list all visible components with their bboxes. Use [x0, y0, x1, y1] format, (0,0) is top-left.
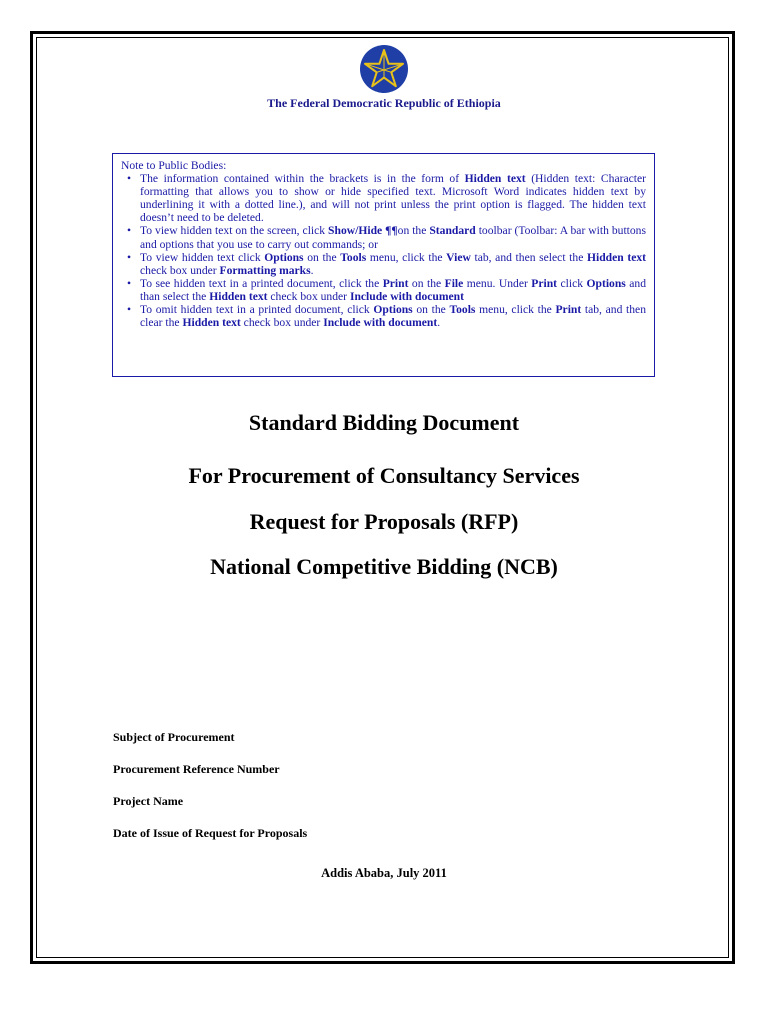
note-bold-term: Options [264, 250, 304, 264]
note-text: on the [408, 276, 445, 290]
document-subtitle-procurement: For Procurement of Consultancy Services [188, 463, 580, 488]
ethiopia-emblem-icon [359, 44, 409, 94]
note-bold-term: Options [586, 276, 626, 290]
note-text: on the [303, 250, 341, 264]
note-text: toolbar (Toolbar: A bar with buttons and options that you use to carry out commands; or [140, 224, 646, 251]
note-item [121, 277, 646, 303]
note-bold-term: Show/Hide ¶¶ [328, 224, 398, 238]
note-bold-term: Formatting marks [219, 263, 311, 277]
note-bold-term: File [444, 276, 464, 290]
note-text: menu, click the [475, 303, 556, 317]
note-text: The information contained within the brackets is in the form of [140, 172, 465, 186]
note-text: tab, and then clear the [140, 303, 646, 330]
place-and-date: Addis Ababa, July 2011 [321, 866, 447, 880]
note-to-public-bodies [112, 153, 655, 377]
note-text: menu. Under [463, 276, 532, 290]
note-bold-term: Include with document [349, 289, 464, 303]
country-name: The Federal Democratic Republic of Ethiopia [267, 96, 501, 110]
note-bold-term: Print [531, 276, 558, 290]
note-text: . [310, 263, 314, 277]
document-subtitle-ncb: National Competitive Bidding (NCB) [210, 554, 558, 579]
note-bold-term: Print [382, 276, 409, 290]
note-text: check box under [240, 316, 324, 330]
note-item [121, 224, 646, 250]
note-text: . [437, 316, 441, 330]
note-item [121, 172, 646, 224]
note-item [121, 251, 646, 277]
document-subtitle-rfp: Request for Proposals (RFP) [249, 509, 519, 534]
note-bold-term: View [446, 250, 471, 264]
document-title: Standard Bidding Document [248, 410, 520, 435]
note-text: check box under [140, 263, 220, 277]
note-bold-term: Tools [340, 250, 367, 264]
note-text: check box under [267, 289, 350, 303]
note-text: To view hidden text on the screen, click [140, 224, 329, 238]
note-text: on the [397, 224, 430, 238]
note-bold-term: Print [555, 303, 582, 317]
note-text: and than select the [140, 276, 647, 303]
note-text: menu, click the [366, 250, 447, 264]
note-bold-term: Hidden text [209, 289, 268, 303]
field-procurement-reference-number: Procurement Reference Number [113, 762, 280, 776]
note-text: To view hidden text click [140, 250, 265, 264]
field-project-name: Project Name [113, 794, 184, 808]
note-bold-term: Hidden text [464, 172, 526, 186]
note-bold-term: Tools [449, 303, 476, 317]
field-date-of-issue: Date of Issue of Request for Proposals [113, 826, 308, 840]
note-bold-term: Include with document [323, 316, 438, 330]
note-text: (Hidden text: Character formatting that allows you to show or hide specified text. Microsoft Word indicates hidden text by underlining it with a dotted line.), and will not print unless the print option is flagged. The hidden text doesn’t need to be deleted. [140, 172, 646, 225]
note-bold-term: Standard [429, 224, 476, 238]
note-text: on the [412, 303, 450, 317]
note-text: tab, and then select the [470, 250, 587, 264]
note-title: Note to Public Bodies: [121, 159, 227, 172]
note-bold-term: Hidden text [182, 316, 241, 330]
note-item [121, 303, 646, 329]
field-subject-of-procurement: Subject of Procurement [113, 730, 235, 744]
note-text: To see hidden text in a printed document, click the [140, 276, 383, 290]
note-text: click [557, 276, 587, 290]
note-text: To omit hidden text in a printed document, click [140, 303, 374, 317]
note-list [121, 172, 646, 329]
note-bold-term: Options [373, 303, 413, 317]
note-bold-term: Hidden text [586, 250, 647, 264]
